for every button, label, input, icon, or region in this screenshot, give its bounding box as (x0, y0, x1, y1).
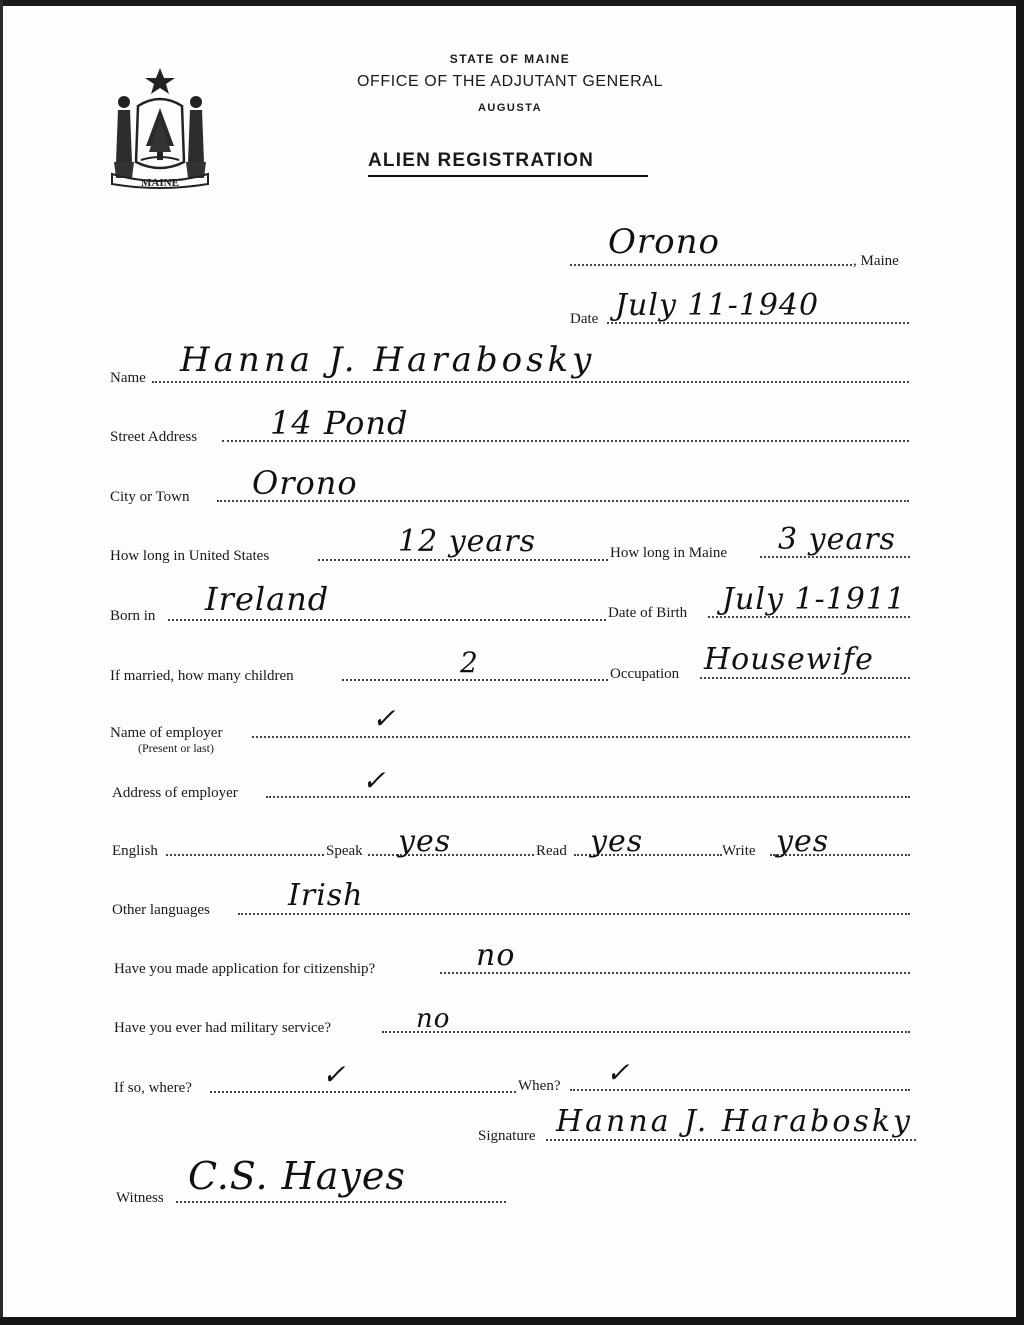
signature-line (546, 1139, 916, 1141)
years-maine-entry: 3 years (778, 522, 896, 557)
born-in-line (168, 619, 606, 621)
signature-label: Signature (478, 1128, 536, 1144)
dob-label: Date of Birth (608, 605, 688, 621)
employer-address-label: Address of employer (112, 785, 238, 801)
city-label: City or Town (110, 489, 190, 505)
other-languages-label: Other languages (112, 902, 210, 918)
where-line (210, 1091, 516, 1093)
write-label: Write (722, 843, 756, 859)
name-entry: Hanna J. Harabosky (180, 340, 596, 380)
employer-line (252, 736, 910, 738)
employer-address-entry: ✓ (362, 764, 387, 797)
employer-label: Name of employer (110, 725, 223, 741)
employer-entry: ✓ (372, 702, 397, 735)
dob-entry: July 1-1911 (722, 582, 906, 617)
children-label: If married, how many children (110, 668, 294, 684)
years-us-line (318, 559, 608, 561)
read-label: Read (536, 843, 567, 859)
town-line (570, 264, 852, 266)
years-maine-label: How long in Maine (610, 545, 728, 561)
english-label: English (112, 843, 158, 859)
speak-entry: yes (398, 824, 452, 859)
maine-label: , Maine (853, 253, 899, 269)
occupation-line (700, 677, 910, 679)
when-label: When? (518, 1078, 561, 1094)
write-entry: yes (776, 824, 830, 859)
english-line (166, 854, 324, 856)
state-heading: STATE OF MAINE (449, 52, 571, 66)
city-entry: Orono (252, 464, 358, 502)
where-entry: ✓ (322, 1058, 347, 1091)
scan-edge-right (1016, 0, 1024, 1325)
born-in-entry: Ireland (205, 580, 330, 618)
when-entry: ✓ (606, 1056, 631, 1089)
svg-text:MAINE: MAINE (141, 177, 179, 189)
speak-label: Speak (326, 843, 363, 859)
witness-label: Witness (116, 1190, 164, 1206)
town-entry: Orono (608, 222, 720, 262)
scan-edge-left (0, 0, 3, 1325)
name-label: Name (110, 370, 146, 386)
years-us-label: How long in United States (110, 548, 270, 564)
military-entry: no (416, 1004, 451, 1034)
witness-entry: C.S. Hayes (188, 1154, 406, 1198)
street-entry: 14 Pond (270, 404, 409, 442)
children-line (342, 679, 608, 681)
scan-edge-bottom (0, 1317, 1024, 1325)
citizenship-label: Have you made application for citizenship? (114, 961, 376, 977)
street-label: Street Address (110, 429, 198, 445)
office-heading: OFFICE OF THE ADJUTANT GENERAL (356, 73, 664, 90)
citizenship-entry: no (476, 938, 516, 973)
employer-note: (Present or last) (138, 741, 214, 755)
name-line (152, 381, 909, 383)
when-line (570, 1089, 910, 1091)
other-languages-entry: Irish (288, 878, 364, 913)
date-entry: July 11-1940 (615, 288, 820, 323)
born-in-label: Born in (110, 608, 156, 624)
witness-line (176, 1201, 506, 1203)
military-label: Have you ever had military service? (114, 1020, 331, 1036)
years-us-entry: 12 years (398, 524, 537, 559)
occupation-entry: Housewife (704, 642, 874, 677)
where-label: If so, where? (114, 1080, 192, 1096)
children-entry: 2 (460, 646, 479, 679)
scan-edge-top (0, 0, 1024, 6)
military-line (382, 1031, 910, 1033)
form-title: ALIEN REGISTRATION (368, 150, 595, 171)
signature-entry: Hanna J. Harabosky (556, 1104, 913, 1139)
date-label: Date (570, 311, 599, 327)
occupation-label: Occupation (610, 666, 680, 682)
other-languages-line (238, 913, 910, 915)
city-heading: AUGUSTA (477, 102, 543, 114)
read-entry: yes (590, 824, 644, 859)
title-underline (368, 175, 648, 177)
